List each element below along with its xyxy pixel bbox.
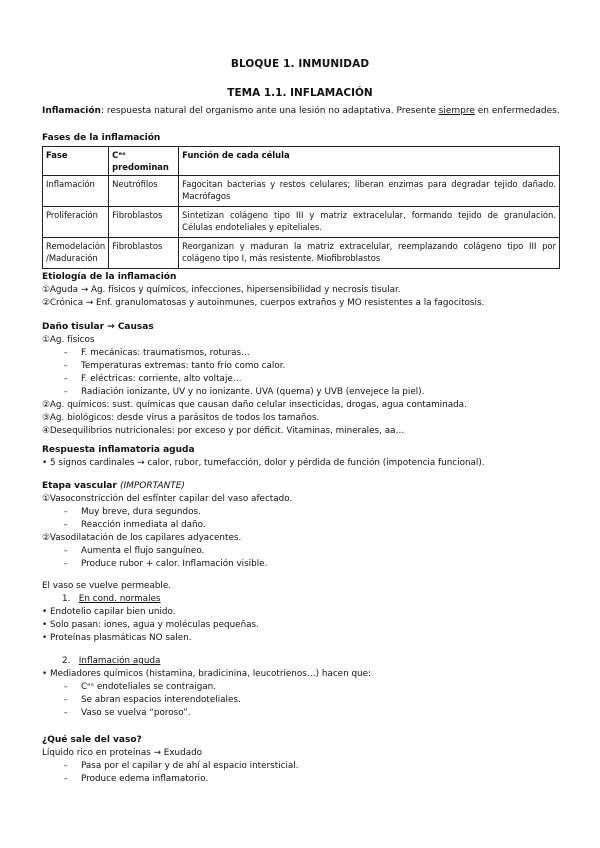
cell-fase: Inflamación [43,176,109,207]
topic-title: TEMA 1.1. INFLAMACIÓN [227,87,373,99]
cell-celulas: Fibroblastos [109,207,179,238]
intro-text: : respuesta natural del organismo ante una lesión no adaptativa. Presente [100,106,439,116]
acute-heading: 2. Inflamación aguda [62,656,161,666]
intro-emphasis: siempre [438,106,475,116]
normal-heading: 1. En cond. normales [62,594,161,604]
cell-celulas: Neutrófilos [109,176,179,207]
damage-nutritional: ④Desequilibrios nutricionales: por exceso y por déficit. Vitaminas, minerales, aa… [42,426,405,436]
damage-chemical: ②Ag. químicos: sust. químicas que causan daño celular insecticidas, drogas, agua contaminada. [42,400,467,410]
table-row [43,207,560,238]
table-row [43,176,560,207]
cell-funcion: Fagocitan bacterias y restos celulares; liberan enzimas para degradar tejido dañado. Macrófagos [179,176,560,207]
damage-physical: ①Ag. físicos [42,335,95,345]
acute-mediators: • Mediadores químicos (histamina, bradicinina, leucotrienos…) hacen que: [42,669,371,679]
table-header-row [43,147,560,176]
exits-title: ¿Qué sale del vaso? [42,735,142,745]
acute-title: Respuesta inflamatoria aguda [42,445,195,455]
phases-table [42,146,560,269]
list-item: • Solo pasan: iones, agua y moléculas pequeñas. [42,620,259,630]
damage-biological: ③Ag. biológicos: desde virus a parásitos de todos los tamaños. [42,413,320,423]
intro-definition [42,106,560,116]
list-item: • Endotelio capilar bien unido. [42,607,176,617]
vascular-note: (IMPORTANTE) [119,481,185,491]
table-row [43,238,560,269]
cell-funcion: Reorganizan y maduran la matriz extracelular, reemplazando colágeno tipo III por colágeno tipo I, más resistente. Miofibroblastos [179,238,560,269]
damage-title: Daño tisular → Causas [42,322,154,332]
phases-title: Fases de la inflamación [42,133,161,143]
cell-fase: Remodelación /Maduración [43,238,109,269]
etiology-title: Etiología de la inflamación [42,272,177,282]
header-funcion: Función de cada célula [179,147,560,176]
block-title: BLOQUE 1. INMUNIDAD [230,58,370,70]
document-page: BLOQUE 1. INMUNIDAD TEMA 1.1. INFLAMACIÓN Inflamación: respuesta natural del organismo ante una lesión no adaptativa. Presente siempre en enfermedades. Fases de la inflamación Fase Cᵉˢ predominan Función de cada célula Inflamación Neutrófilos Fagocitan bacterias y restos celulares; liberan enzimas para degradar tejido dañado. Macrófagos Proliferación Fibroblastos Sintetizan colágeno tipo III y matriz extracelular, formando tejido de granulación. Células endoteliales y epiteliales. Remodelación /Maduración Fibroblastos Reorganizan y maduran la matriz extracelular, reemplazando colágeno tipo III por colágeno tipo I, más resistente. Miofibroblastos Etiología de la inflamación ①Aguda → Ag. físicos y químicos, infecciones, hipersensibilidad y necrosis tisular. ②Crónica → Enf. granulomatosas y autoinmunes, cuerpos extraños y MO resistentes a la fagocitosis. Daño tisular → Causas ①Ag. físicos - F. mecánicas: traumatismos, roturas… - Temperaturas extremas: tanto frío como calor. - F. eléctricas: corriente, alto voltaje… - Radiación ionizante, UV y no ionizante. UVA (quema) y UVB (envejece la piel). ②Ag. químicos: sust. químicas que causan daño celular insecticidas, drogas, agua contaminada. ③Ag. biológicos: desde virus a parásitos de todos los tamaños. ④Desequilibrios nutricionales: por exceso y por déficit. Vitaminas, minerales, aa… Respuesta inflamatoria aguda • 5 signos cardinales → calor, rubor, tumefacción, dolor y pérdida de función (impotencia funcional). Etapa vascular (IMPORTANTE) ①Vasoconstricción del esfínter capilar del vaso afectado. - Muy breve, dura segundos. - Reacción inmediata al daño. ②Vasodilatación de los capilares adyacentes. - Aumenta el flujo sanguíneo. - Produce rubor + calor. Inflamación visible. El vaso se vuelve permeable. 1. En cond. normales • Endotelio capilar bien unido. • Solo pasan: iones, agua y moléculas pequeñas. • Proteínas plasmáticas NO salen. 2. Inflamación aguda • Mediadores químicos (histamina, bradicinina, leucotrienos…) hacen que: - Cᵉˢ endoteliales se contraigan. - Se abran espacios interendoteliales. - Vaso se vuelva “poroso”. ¿Qué sale del vaso? Líquido rico en proteínas → Exudado - Pasa por el capilar y de ahí al espacio intersticial. - Produce edema inflamatorio. [0,0,600,848]
acute-item: • 5 signos cardinales → calor, rubor, tumefacción, dolor y pérdida de función (impotencia funcional). [42,458,485,468]
header-celulas: Cᵉˢ predominan [109,147,179,176]
cell-celulas: Fibroblastos [109,238,179,269]
vascular-step-2: ②Vasodilatación de los capilares adyacentes. [42,533,242,543]
etiology-item: ①Aguda → Ag. físicos y químicos, infecciones, hipersensibilidad y necrosis tisular. [42,285,401,295]
exits-line: Líquido rico en proteínas → Exudado [42,748,203,758]
vascular-title: Etapa vascular (IMPORTANTE) [42,481,185,491]
intro-term: Inflamación [42,106,101,116]
intro-tail: en enfermedades. [474,106,560,116]
vascular-step-1: ①Vasoconstricción del esfínter capilar del vaso afectado. [42,494,293,504]
header-fase: Fase [43,147,109,176]
cell-fase: Proliferación [43,207,109,238]
list-item: • Proteínas plasmáticas NO salen. [42,633,192,643]
cell-funcion: Sintetizan colágeno tipo III y matriz extracelular, formando tejido de granulación. Células endoteliales y epiteliales. [179,207,560,238]
vascular-permeable: El vaso se vuelve permeable. [42,581,172,591]
etiology-item: ②Crónica → Enf. granulomatosas y autoinmunes, cuerpos extraños y MO resistentes a la fagocitosis. [42,298,485,308]
